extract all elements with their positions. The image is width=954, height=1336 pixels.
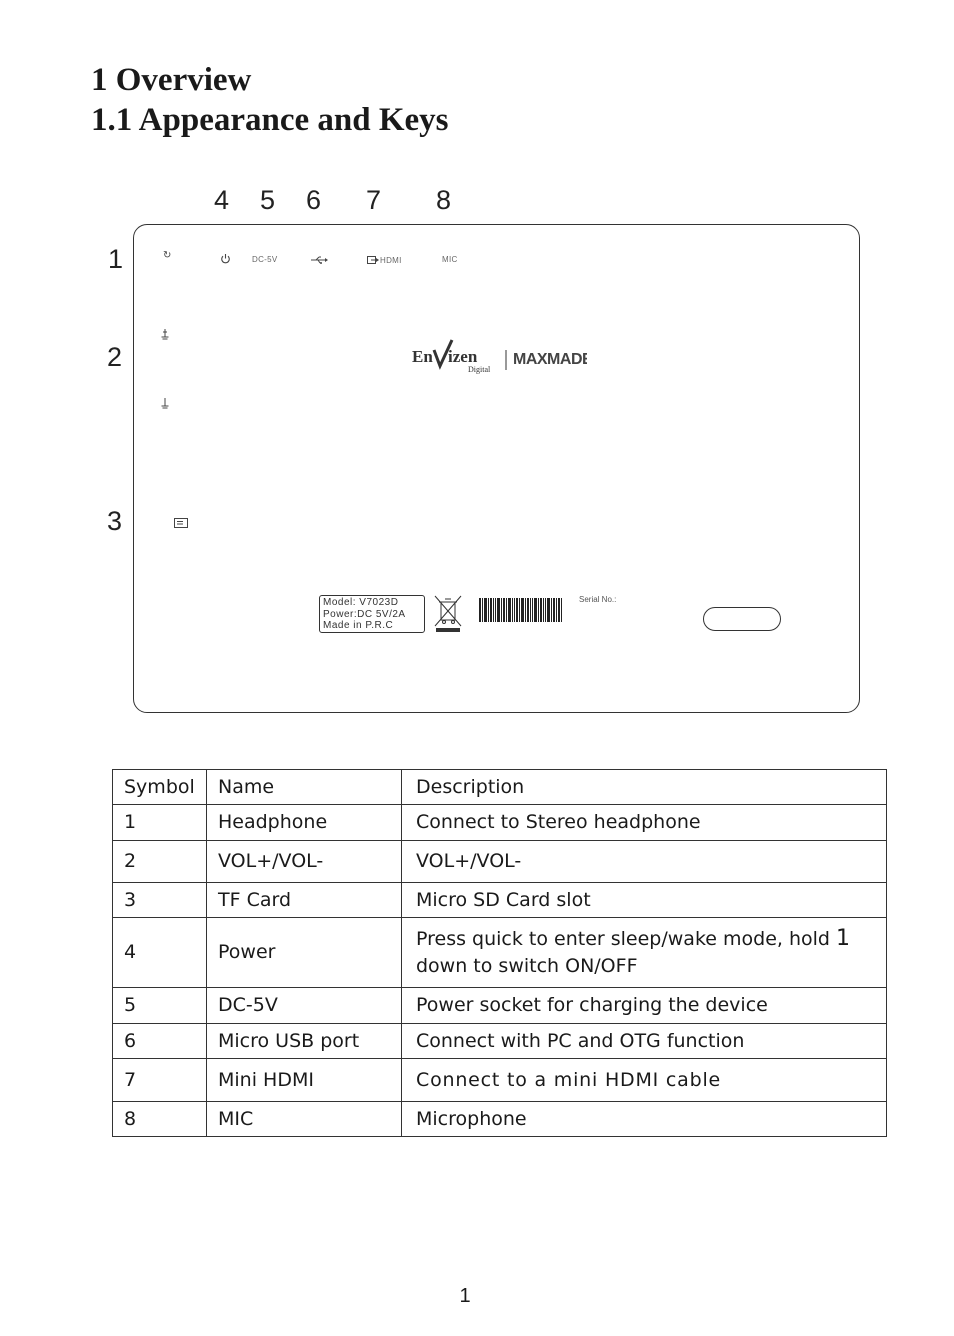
hdmi-icon <box>367 255 379 268</box>
row-description: VOL+/VOL- <box>402 841 887 883</box>
subsection-title: 1.1 Appearance and Keys <box>91 102 449 138</box>
headphone-icon: ↻ <box>163 250 172 261</box>
callout-4: 4 <box>214 185 230 215</box>
row-name: Headphone <box>207 805 402 841</box>
power-icon <box>220 253 231 267</box>
row-name: DC-5V <box>207 988 402 1024</box>
row-name: TF Card <box>207 883 402 918</box>
callout-3: 3 <box>107 506 123 536</box>
usb-icon <box>310 255 328 268</box>
device-back-diagram <box>133 224 860 713</box>
row-description: Connect with PC and OTG function <box>402 1024 887 1059</box>
header-symbol: Symbol <box>113 770 207 805</box>
power-rating-text: Power:DC 5V/2A <box>323 608 406 620</box>
row-symbol: 6 <box>113 1024 207 1059</box>
dc-port-label: DC-5V <box>252 255 278 264</box>
barcode <box>479 598 563 629</box>
section-title: 1 Overview <box>91 62 252 98</box>
row-name: Power <box>207 918 402 988</box>
row-symbol: 7 <box>113 1059 207 1102</box>
row-description: Microphone <box>402 1102 887 1137</box>
svg-text:MAXMADE: MAXMADE <box>513 351 587 368</box>
row-symbol: 4 <box>113 918 207 988</box>
row-description: Power socket for charging the device <box>402 988 887 1024</box>
table-row <box>113 1102 887 1137</box>
table-row <box>113 883 887 918</box>
brand-logo <box>412 338 587 383</box>
rating-label <box>319 595 425 633</box>
table-row <box>113 841 887 883</box>
row-name: MIC <box>207 1102 402 1137</box>
svg-text:izen: izen <box>448 347 478 366</box>
table-row <box>113 988 887 1024</box>
model-text: Model: V7023D <box>323 597 399 608</box>
svg-text:Digital: Digital <box>468 365 491 374</box>
header-name: Name <box>207 770 402 805</box>
sd-card-icon <box>174 518 188 531</box>
camera-window-outline <box>703 607 781 631</box>
callout-5: 5 <box>260 185 276 215</box>
table-row <box>113 1059 887 1102</box>
weee-bin-icon <box>433 594 463 639</box>
page-number: 1 <box>459 1285 471 1307</box>
origin-text: Made in P.R.C <box>323 620 394 631</box>
table-row <box>113 805 887 841</box>
callout-1: 1 <box>108 244 124 274</box>
row-name: Mini HDMI <box>207 1059 402 1102</box>
keys-table <box>112 769 887 1137</box>
serial-label: Serial No.: <box>579 595 617 604</box>
description-line-1: Press quick to enter sleep/wake mode, hold <box>416 928 830 950</box>
header-description: Description <box>402 770 887 805</box>
callout-6: 6 <box>306 185 322 215</box>
row-symbol: 1 <box>113 805 207 841</box>
row-symbol: 8 <box>113 1102 207 1137</box>
row-name: Micro USB port <box>207 1024 402 1059</box>
mic-port-label: MIC <box>442 255 458 264</box>
description-mark: 1 <box>836 926 851 951</box>
row-symbol: 2 <box>113 841 207 883</box>
volume-down-icon <box>161 397 169 412</box>
volume-up-icon <box>161 328 169 343</box>
table-header-row <box>113 770 887 805</box>
row-description: Micro SD Card slot <box>402 883 887 918</box>
description-line-2: down to switch ON/OFF <box>416 955 638 977</box>
callout-8: 8 <box>436 185 452 215</box>
table-row <box>113 1024 887 1059</box>
table-row <box>113 918 887 988</box>
callout-2: 2 <box>107 342 123 372</box>
row-symbol: 5 <box>113 988 207 1024</box>
hdmi-port-label: HDMI <box>380 256 402 265</box>
row-description: Connect to a mini HDMI cable <box>402 1059 887 1102</box>
row-description: Connect to Stereo headphone <box>402 805 887 841</box>
row-name: VOL+/VOL- <box>207 841 402 883</box>
row-symbol: 3 <box>113 883 207 918</box>
svg-text:En: En <box>412 347 433 366</box>
callout-7: 7 <box>366 185 382 215</box>
row-description <box>402 918 887 988</box>
